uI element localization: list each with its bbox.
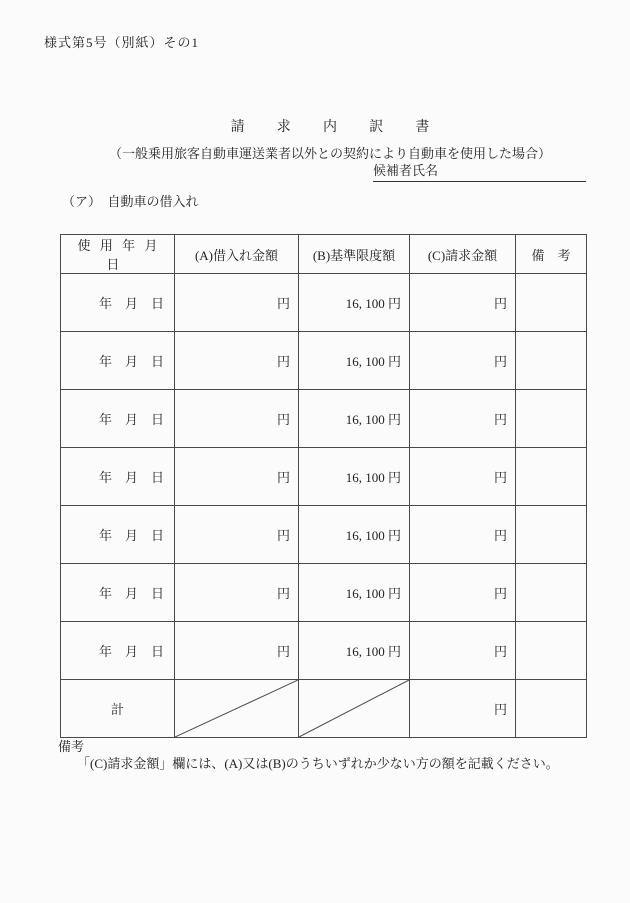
borrowed-amount-cell: 円 — [175, 390, 299, 448]
borrowed-amount-cell: 円 — [175, 332, 299, 390]
remarks-cell — [516, 622, 587, 680]
standard-limit-cell: 16, 100 円 — [299, 448, 410, 506]
total-borrowed-diagonal-cell — [175, 680, 299, 738]
use-date-cell: 年 月 日 — [61, 448, 175, 506]
candidate-name-field — [373, 163, 586, 182]
total-limit-diagonal-cell — [299, 680, 410, 738]
table-row — [61, 390, 587, 448]
table-row — [61, 332, 587, 390]
use-date-cell: 年 月 日 — [61, 622, 175, 680]
footnote-text: 「(C)請求金額」欄には、(A)又は(B)のうちいずれか少ない方の額を記載ください。 — [77, 756, 559, 771]
table-row — [61, 622, 587, 680]
standard-limit-cell: 16, 100 円 — [299, 390, 410, 448]
col-header-claim-amount: (C)請求金額 — [410, 235, 516, 274]
col-header-standard-limit: (B)基準限度額 — [299, 235, 410, 274]
use-date-cell: 年 月 日 — [61, 274, 175, 332]
claim-amount-cell: 円 — [410, 274, 516, 332]
table-row — [61, 448, 587, 506]
claim-amount-cell: 円 — [410, 390, 516, 448]
table-row — [61, 274, 587, 332]
total-label-cell: 計 — [61, 680, 175, 738]
remarks-cell — [516, 274, 587, 332]
diagonal-line-icon — [299, 680, 409, 737]
diagonal-line-icon — [175, 680, 298, 737]
claim-amount-cell: 円 — [410, 332, 516, 390]
claim-amount-cell: 円 — [410, 506, 516, 564]
form-number: 様式第5号（別紙）その1 — [44, 35, 200, 50]
col-header-remarks: 備 考 — [516, 235, 587, 274]
remarks-cell — [516, 448, 587, 506]
standard-limit-cell: 16, 100 円 — [299, 564, 410, 622]
total-claim-amount-cell: 円 — [410, 680, 516, 738]
col-header-borrowed-amount: (A)借入れ金額 — [175, 235, 299, 274]
standard-limit-cell: 16, 100 円 — [299, 274, 410, 332]
col-header-use-date: 使用年月日 — [61, 235, 175, 274]
page-subtitle: （一般乗用旅客自動車運送業者以外との契約により自動車を使用した場合） — [108, 146, 551, 161]
claim-amount-cell: 円 — [410, 564, 516, 622]
claim-table — [60, 234, 587, 738]
standard-limit-cell: 16, 100 円 — [299, 622, 410, 680]
borrowed-amount-cell: 円 — [175, 506, 299, 564]
use-date-cell: 年 月 日 — [61, 564, 175, 622]
claim-amount-cell: 円 — [410, 448, 516, 506]
claim-amount-cell: 円 — [410, 622, 516, 680]
title-block — [30, 116, 630, 162]
borrowed-amount-cell: 円 — [175, 448, 299, 506]
use-date-cell: 年 月 日 — [61, 390, 175, 448]
total-remarks-cell — [516, 680, 587, 738]
standard-limit-cell: 16, 100 円 — [299, 506, 410, 564]
section-label: （ア） 自動車の借入れ — [62, 194, 199, 209]
borrowed-amount-cell: 円 — [175, 564, 299, 622]
borrowed-amount-cell: 円 — [175, 274, 299, 332]
page-title: 請求内訳書 — [230, 120, 462, 135]
table-row — [61, 506, 587, 564]
table-row — [61, 564, 587, 622]
remarks-cell — [516, 332, 587, 390]
borrowed-amount-cell: 円 — [175, 622, 299, 680]
use-date-cell: 年 月 日 — [61, 332, 175, 390]
use-date-cell: 年 月 日 — [61, 506, 175, 564]
standard-limit-cell: 16, 100 円 — [299, 332, 410, 390]
footnote-label: 備考 — [58, 739, 85, 754]
remarks-cell — [516, 390, 587, 448]
remarks-cell — [516, 564, 587, 622]
candidate-name-label: 候補者氏名 — [373, 163, 439, 178]
remarks-cell — [516, 506, 587, 564]
total-row — [61, 680, 587, 738]
table-header-row — [61, 235, 587, 274]
